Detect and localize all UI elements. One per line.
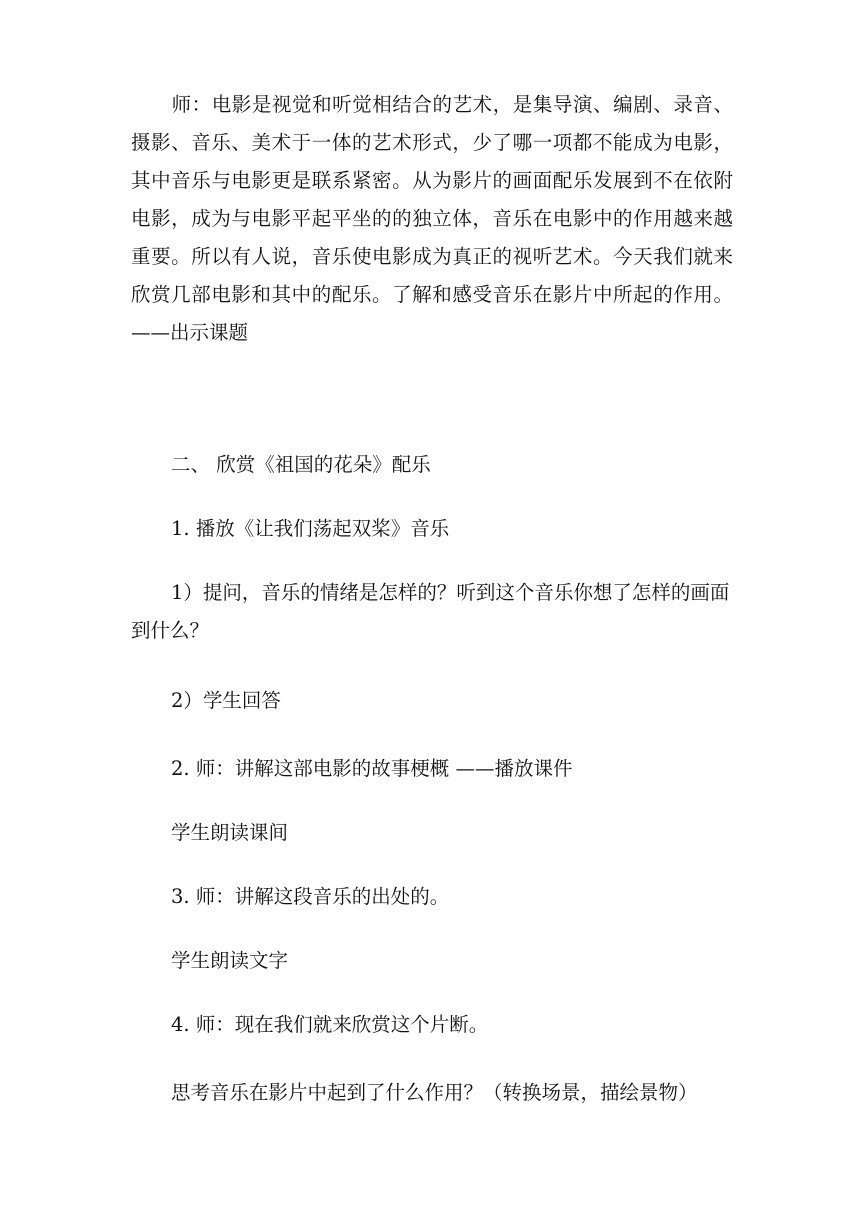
question-1: [131, 574, 733, 650]
question-1-text: 1）提问，音乐的情绪是怎样的？听到这个音乐你想了怎样的画面到什么？: [131, 581, 730, 642]
list-item-1: 1. 播放《让我们荡起双桨》音乐: [171, 517, 450, 540]
list-item-4-sub: 思考音乐在影片中起到了什么作用？（转换场景，描绘景物）: [171, 1081, 698, 1104]
list-item-2-sub: 学生朗读课间: [171, 821, 289, 844]
list-item-3: 3. 师：讲解这段音乐的出处的。: [171, 885, 450, 908]
section-heading: 二、 欣赏《祖国的花朵》配乐: [171, 453, 431, 476]
question-2: 2）学生回答: [171, 689, 281, 712]
intro-paragraph: [131, 86, 733, 352]
list-item-3-sub: 学生朗读文字: [171, 949, 289, 972]
list-item-4: 4. 师：现在我们就来欣赏这个片断。: [171, 1013, 489, 1036]
list-item-2: 2. 师：讲解这部电影的故事梗概 ——播放课件: [171, 757, 573, 780]
intro-text: 师：电影是视觉和听觉相结合的艺术，是集导演、编剧、录音、摄影、音乐、美术于一体的艺术形式，少了哪一项都不能成为电影，其中音乐与电影更是联系紧密。从为影片的画面配乐发展到不在依附电影，成为与电影平起平坐的的独立体，音乐在电影中的作用越来越重要。所以有人说，音乐使电影成为真正的视听艺术。今天我们就来欣赏几部电影和其中的配乐。了解和感受音乐在影片中所起的作用。——出示课题: [131, 93, 733, 344]
